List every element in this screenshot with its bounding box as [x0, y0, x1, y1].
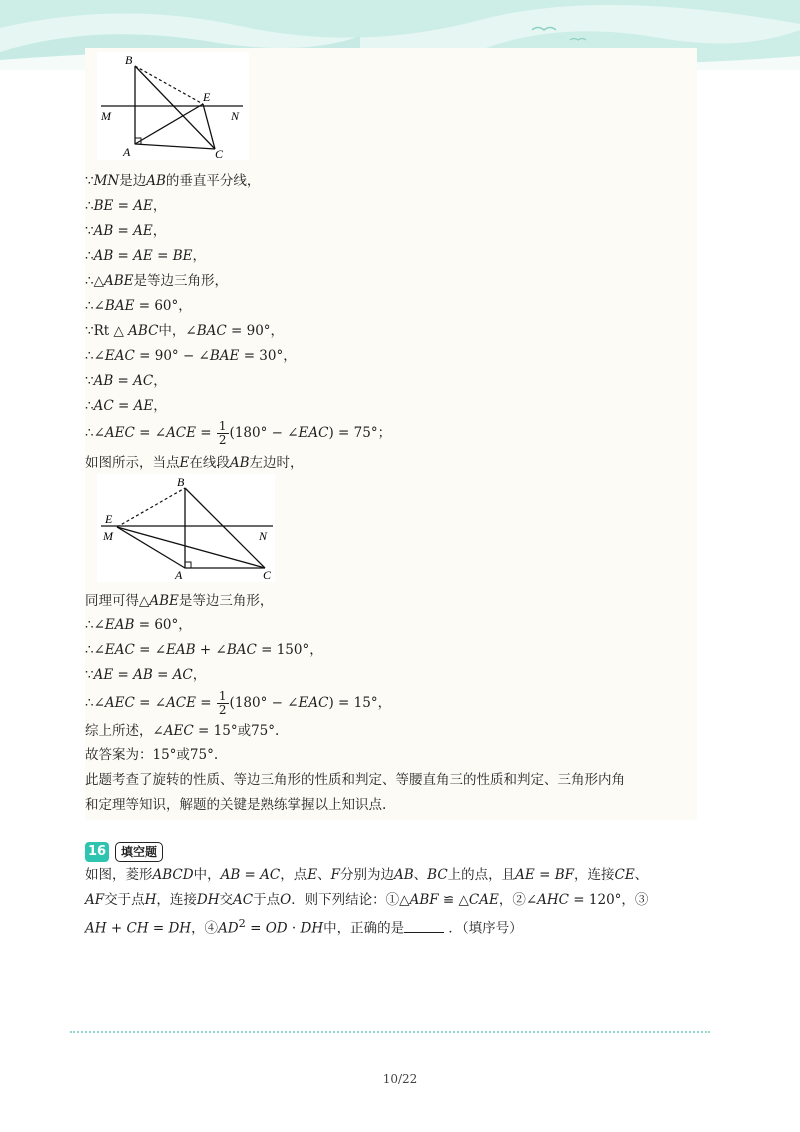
point-label-e: E: [203, 90, 211, 104]
solution-line: 此题考查了旋转的性质、等边三角形的性质和判定、等腰直角三的性质和判定、三角形内角: [85, 772, 625, 788]
point-label-c: C: [215, 147, 224, 160]
solution-line: 故答案为：15°或75°.: [85, 747, 219, 763]
solution-line: ∴△ABE是等边三角形，: [85, 273, 229, 289]
solution-line: ∴∠AEC = ∠ACE = $\frac{1}{2}$ (180° − ∠EAC) = 75°；: [85, 419, 392, 447]
geometry-figure-2: [97, 474, 275, 582]
solution-line: ∴∠EAC = ∠EAB + ∠BAC = 150°，: [85, 642, 323, 658]
question-line: AF交于点H，连接DH交AC于点O．则下列结论：①△ABF ≌ △CAE，②∠AHC = 120°，③: [85, 892, 649, 908]
page-number: 10/22: [382, 1072, 418, 1086]
point-label-b: B: [125, 53, 133, 67]
question-line: AH + CH = DH，$④AD^2$ = OD · DH中，正确的是 ．（填序号）: [85, 917, 523, 937]
point-label-a: A: [175, 568, 183, 582]
solution-line: ∵AB = AC，: [85, 373, 167, 389]
solution-line: 综上所述，∠AEC = 15°或75°.: [85, 723, 280, 739]
solution-line: ∵MN是边AB的垂直平分线，: [85, 173, 261, 189]
point-label-b: B: [177, 475, 185, 489]
solution-line: ∵Rt △ ABC中，∠BAC = 90°，: [85, 323, 285, 339]
solution-line: ∵AE = AB = AC，: [85, 667, 207, 683]
question-line: 如图，菱形ABCD中，AB = AC，点E、F分别为边AB、BC上的点，且AE = BF，连接CE、: [85, 867, 649, 883]
solution-line: ∴BE = AE，: [85, 198, 167, 214]
solution-line: 如图所示，当点E在线段AB左边时，: [85, 455, 304, 471]
point-label-n: N: [231, 109, 240, 123]
solution-line: ∴∠EAC = 90° − ∠BAE = 30°，: [85, 348, 297, 364]
point-label-c: C: [263, 568, 272, 582]
point-label-m: M: [103, 529, 113, 543]
solution-line: 同理可得△ABE是等边三角形，: [85, 593, 274, 609]
geometry-figure-1: [97, 52, 249, 160]
solution-line: ∴AC = AE，: [85, 398, 167, 414]
solution-line: ∴AB = AE = BE，: [85, 248, 206, 264]
question-type-badge: 填空题: [115, 842, 163, 862]
solution-line: ∴∠EAB = 60°，: [85, 617, 192, 633]
footer-divider: [70, 1031, 710, 1033]
point-label-e: E: [105, 512, 113, 526]
question-number: 16: [85, 842, 109, 862]
solution-line: ∵AB = AE，: [85, 223, 167, 239]
solution-line: ∴∠AEC = ∠ACE = $\frac{1}{2}$ (180° − ∠EAC) = 15°，: [85, 689, 392, 717]
point-label-m: M: [101, 109, 111, 123]
solution-line: ∴∠BAE = 60°，: [85, 298, 192, 314]
point-label-a: A: [123, 145, 131, 159]
point-label-n: N: [259, 529, 268, 543]
solution-line: 和定理等知识，解题的关键是熟练掌握以上知识点.: [85, 797, 387, 813]
